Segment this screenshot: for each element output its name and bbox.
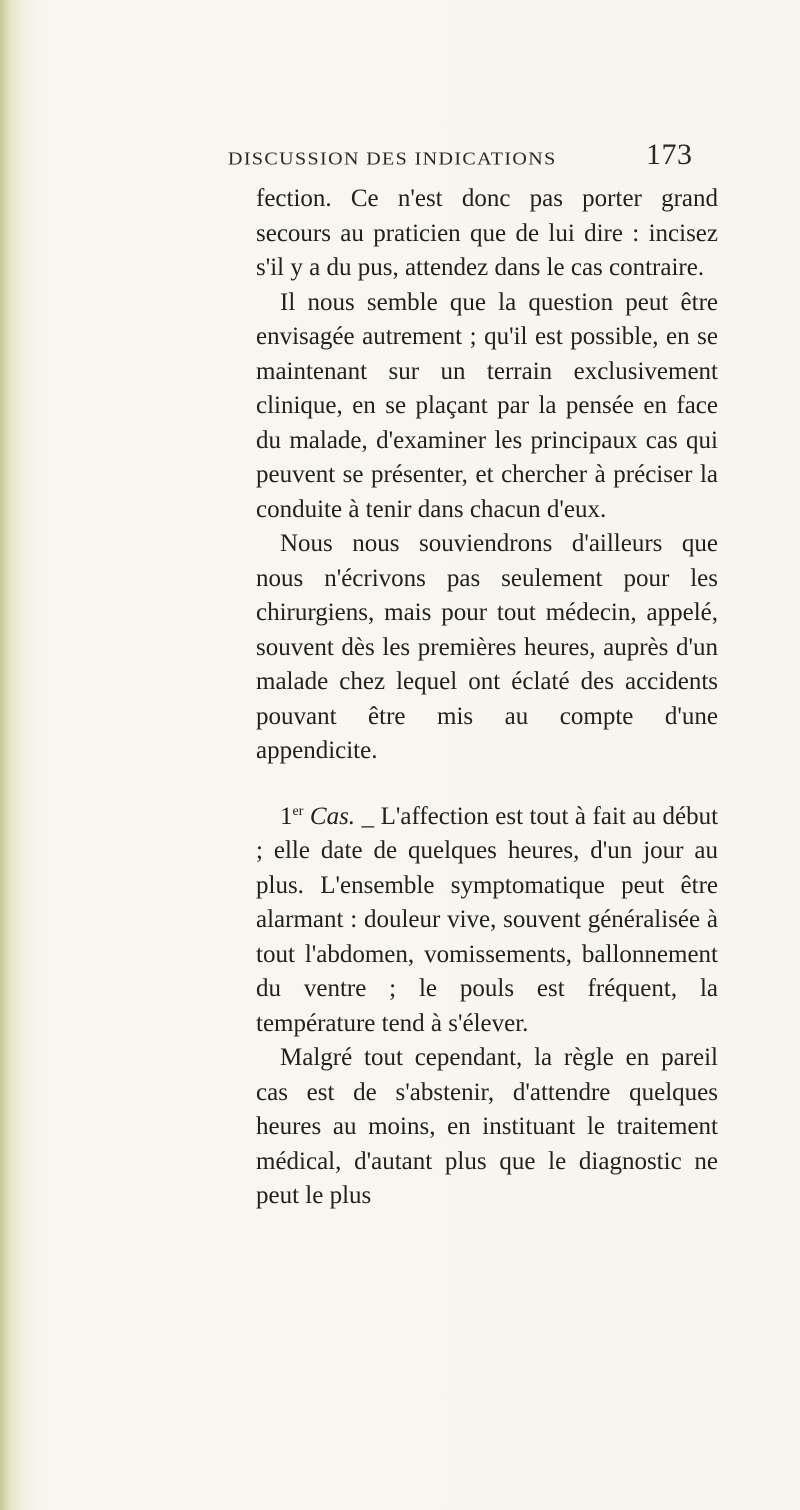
case-number-superscript: er (292, 803, 304, 819)
body-text (256, 182, 718, 1214)
running-head (228, 148, 708, 171)
case-paragraph (256, 795, 718, 1042)
case-label: Cas. (309, 802, 356, 830)
case-number: 1er (280, 802, 304, 830)
running-title: DISCUSSION DES INDICATIONS (228, 148, 557, 170)
case-dash: _ (361, 802, 375, 830)
paragraph-reminder: Nous nous souviendrons d'ailleurs que nous n'écrivons pas seulement pour les chirurgiens, mais pour tout médecin, appelé, souvent dès les premières heures, auprès d'un malade chez lequel ont éclaté des accidents pouvant être mis au compte d'une appendicite. (256, 530, 718, 764)
paragraph-closing: Malgré tout cependant, la règle en pareil cas est de s'abstenir, d'attendre quelques heures au moins, en instituant le traitement médical, d'autant plus que le diagnostic ne peut le plus (256, 1044, 718, 1209)
paragraph-continuation: fection. Ce n'est donc pas porter grand secours au praticien que de lui dire : incisez s'il y a du pus, attendez dans le cas contraire. (256, 185, 718, 281)
paragraph-question: Il nous semble que la question peut être envisagée autrement ; qu'il est possible, en se maintenant sur un terrain exclusivement clinique, en se plaçant par la pensée en face du malade, d'examiner les principaux cas qui peuvent se présenter, et chercher à préciser la conduite à tenir dans chacun d'eux. (256, 288, 718, 523)
case-text: L'affection est tout à fait au début ; elle date de quelques heures, d'un jour au plus. L'ensemble symptomatique peut être alarmant : douleur vive, souvent généralisée à tout l'abdomen, vomissements, ballonnement du ventre ; le pouls est fréquent, la température tend à s'élever. (256, 802, 719, 1037)
binding-gutter-shadow (0, 0, 30, 1510)
page-number: 173 (646, 138, 693, 171)
